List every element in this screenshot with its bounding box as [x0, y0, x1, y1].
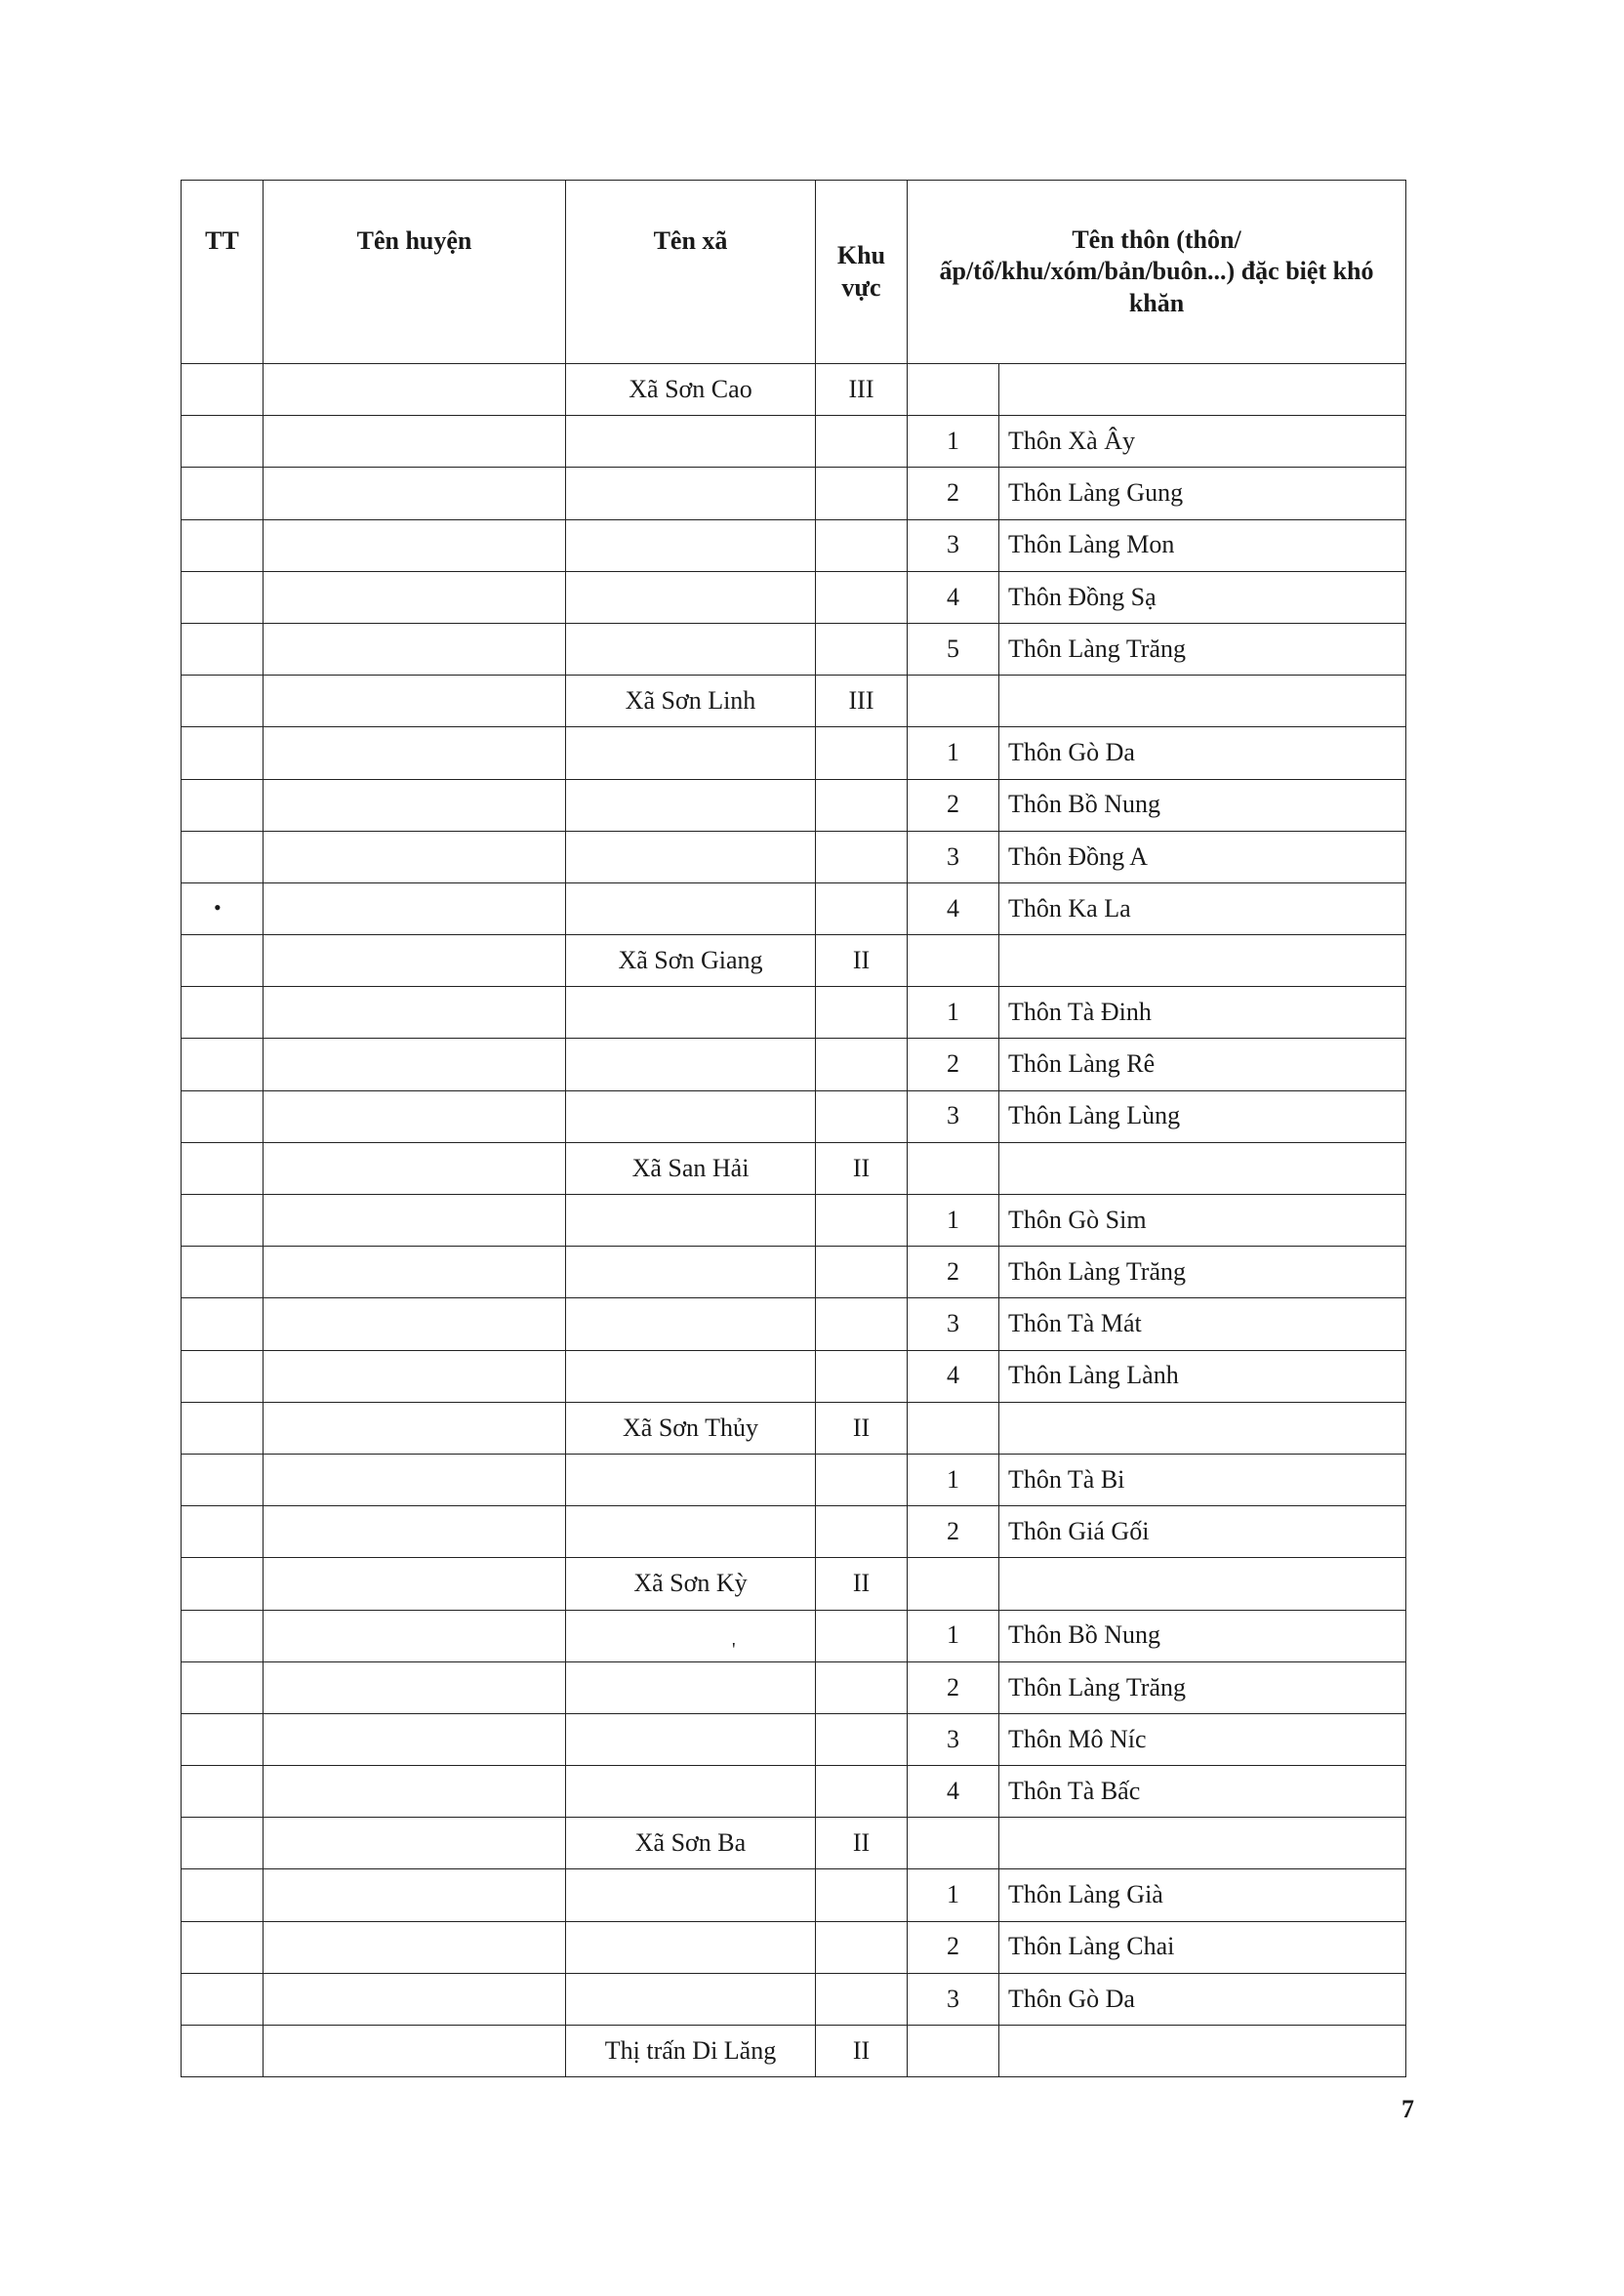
commune-cell	[566, 1713, 816, 1765]
table-header-row	[182, 181, 1406, 364]
table-row	[182, 623, 1406, 675]
village-number-cell: 3	[908, 1090, 999, 1142]
tt-cell	[182, 1454, 264, 1505]
tt-cell	[182, 1195, 264, 1247]
area-cell: II	[816, 1142, 908, 1194]
district-cell	[264, 1713, 566, 1765]
tt-cell	[182, 1661, 264, 1713]
district-cell	[264, 1402, 566, 1454]
district-cell	[264, 727, 566, 779]
village-number-cell: 5	[908, 623, 999, 675]
table-row	[182, 468, 1406, 519]
table-row	[182, 1661, 1406, 1713]
commune-cell: Xã Sơn Kỳ	[566, 1558, 816, 1610]
table-row	[182, 1298, 1406, 1350]
village-name-cell: Thôn Tà Mát	[999, 1298, 1406, 1350]
tt-cell	[182, 882, 264, 934]
district-cell	[264, 2026, 566, 2077]
district-cell	[264, 779, 566, 831]
commune-cell	[566, 1247, 816, 1298]
village-number-cell: 3	[908, 1298, 999, 1350]
table-row	[182, 1247, 1406, 1298]
village-number-cell: 2	[908, 1921, 999, 1973]
tt-cell	[182, 416, 264, 468]
commune-cell	[566, 1973, 816, 2025]
commune-cell: Xã Sơn Ba	[566, 1818, 816, 1869]
district-cell	[264, 676, 566, 727]
village-number-cell: 1	[908, 1454, 999, 1505]
tt-cell	[182, 1350, 264, 1402]
table-row	[182, 1506, 1406, 1558]
village-number-cell: 2	[908, 1247, 999, 1298]
table-row	[182, 1921, 1406, 1973]
village-name-cell: Thôn Làng Lành	[999, 1350, 1406, 1402]
commune-cell	[566, 1766, 816, 1818]
commune-cell	[566, 1454, 816, 1505]
tt-cell	[182, 935, 264, 987]
district-cell	[264, 416, 566, 468]
area-cell: II	[816, 1558, 908, 1610]
tt-cell	[182, 1869, 264, 1921]
table-row	[182, 1973, 1406, 2025]
tt-cell	[182, 987, 264, 1039]
village-name-cell: Thôn Bồ Nung	[999, 1610, 1406, 1661]
commune-cell	[566, 1506, 816, 1558]
commune-cell	[566, 1039, 816, 1090]
district-cell	[264, 987, 566, 1039]
area-cell	[816, 623, 908, 675]
commune-cell	[566, 1350, 816, 1402]
table-row	[182, 1142, 1406, 1194]
area-cell	[816, 1454, 908, 1505]
area-cell	[816, 882, 908, 934]
commune-cell	[566, 831, 816, 882]
village-number-cell	[908, 676, 999, 727]
tt-cell	[182, 1558, 264, 1610]
table-body	[182, 364, 1406, 2077]
village-number-cell: 3	[908, 831, 999, 882]
village-name-cell: Thôn Làng Gung	[999, 468, 1406, 519]
tt-cell	[182, 676, 264, 727]
tt-cell	[182, 1402, 264, 1454]
village-number-cell	[908, 1402, 999, 1454]
commune-cell	[566, 416, 816, 468]
district-cell	[264, 571, 566, 623]
village-name-cell	[999, 1818, 1406, 1869]
district-cell	[264, 468, 566, 519]
village-name-cell: Thôn Làng Chai	[999, 1921, 1406, 1973]
table-row	[182, 519, 1406, 571]
tt-cell	[182, 1506, 264, 1558]
village-name-cell: Thôn Ka La	[999, 882, 1406, 934]
area-cell	[816, 1039, 908, 1090]
page-number: 7	[1401, 2095, 1414, 2123]
table-row	[182, 1869, 1406, 1921]
village-name-cell: Thôn Làng Mon	[999, 519, 1406, 571]
commune-cell: Xã San Hải	[566, 1142, 816, 1194]
area-cell	[816, 1247, 908, 1298]
area-cell	[816, 831, 908, 882]
area-cell	[816, 779, 908, 831]
village-name-cell	[999, 935, 1406, 987]
village-name-cell	[999, 1142, 1406, 1194]
district-cell	[264, 1454, 566, 1505]
village-number-cell: 1	[908, 987, 999, 1039]
village-number-cell: 1	[908, 416, 999, 468]
tt-cell	[182, 519, 264, 571]
commune-cell	[566, 1298, 816, 1350]
commune-cell	[566, 1921, 816, 1973]
area-cell: II	[816, 935, 908, 987]
table-row	[182, 2026, 1406, 2077]
table-row	[182, 1766, 1406, 1818]
tt-cell	[182, 1090, 264, 1142]
commune-cell	[566, 1661, 816, 1713]
tt-cell	[182, 571, 264, 623]
table-row	[182, 364, 1406, 416]
table-row	[182, 935, 1406, 987]
tt-cell	[182, 1298, 264, 1350]
village-name-cell: Thôn Làng Rê	[999, 1039, 1406, 1090]
village-name-cell: Thôn Làng Trăng	[999, 1661, 1406, 1713]
tt-cell	[182, 1713, 264, 1765]
area-cell	[816, 987, 908, 1039]
village-number-cell: 3	[908, 1713, 999, 1765]
table-row	[182, 1454, 1406, 1505]
district-cell	[264, 1818, 566, 1869]
district-cell	[264, 1661, 566, 1713]
district-cell	[264, 1142, 566, 1194]
table-row	[182, 1610, 1406, 1661]
tt-cell	[182, 1142, 264, 1194]
area-cell: II	[816, 1818, 908, 1869]
area-cell	[816, 1766, 908, 1818]
village-name-cell: Thôn Làng Già	[999, 1869, 1406, 1921]
district-cell	[264, 831, 566, 882]
commune-cell	[566, 1090, 816, 1142]
tt-cell	[182, 1039, 264, 1090]
district-cell	[264, 1039, 566, 1090]
district-cell	[264, 1195, 566, 1247]
village-number-cell	[908, 1818, 999, 1869]
district-cell	[264, 882, 566, 934]
area-cell	[816, 1610, 908, 1661]
village-name-cell	[999, 364, 1406, 416]
village-name-cell	[999, 2026, 1406, 2077]
tt-cell	[182, 831, 264, 882]
table-row	[182, 571, 1406, 623]
area-cell	[816, 1298, 908, 1350]
district-cell	[264, 1247, 566, 1298]
area-cell	[816, 1195, 908, 1247]
table-row	[182, 779, 1406, 831]
village-number-cell	[908, 2026, 999, 2077]
tt-cell	[182, 364, 264, 416]
village-name-cell: Thôn Đồng Sạ	[999, 571, 1406, 623]
area-cell: II	[816, 1402, 908, 1454]
area-cell	[816, 468, 908, 519]
header-area: Khu vực	[816, 181, 908, 364]
commune-cell	[566, 468, 816, 519]
district-cell	[264, 519, 566, 571]
village-number-cell: 4	[908, 1350, 999, 1402]
village-name-cell: Thôn Gò Da	[999, 1973, 1406, 2025]
village-name-cell: Thôn Xà Ây	[999, 416, 1406, 468]
district-cell	[264, 935, 566, 987]
village-number-cell: 1	[908, 727, 999, 779]
district-cell	[264, 623, 566, 675]
village-name-cell: Thôn Gò Sim	[999, 1195, 1406, 1247]
village-number-cell: 2	[908, 779, 999, 831]
commune-cell: Xã Sơn Giang	[566, 935, 816, 987]
village-name-cell	[999, 1402, 1406, 1454]
area-cell	[816, 1350, 908, 1402]
district-cell	[264, 1298, 566, 1350]
header-district: Tên huyện	[264, 181, 566, 364]
village-name-cell: Thôn Tà Bấc	[999, 1766, 1406, 1818]
tt-cell	[182, 623, 264, 675]
district-cell	[264, 1766, 566, 1818]
village-number-cell: 1	[908, 1195, 999, 1247]
area-cell: II	[816, 2026, 908, 2077]
tt-cell	[182, 468, 264, 519]
table-row	[182, 1558, 1406, 1610]
area-cell: III	[816, 364, 908, 416]
table-row	[182, 1039, 1406, 1090]
commune-cell	[566, 1195, 816, 1247]
area-cell: III	[816, 676, 908, 727]
commune-cell: Thị trấn Di Lăng	[566, 2026, 816, 2077]
village-name-cell: Thôn Đồng A	[999, 831, 1406, 882]
village-name-cell: Thôn Giá Gối	[999, 1506, 1406, 1558]
table-row	[182, 1195, 1406, 1247]
header-village: Tên thôn (thôn/ấp/tổ/khu/xóm/bản/buôn...) đặc biệt khó khăn	[908, 181, 1406, 364]
district-cell	[264, 1869, 566, 1921]
village-number-cell	[908, 364, 999, 416]
tt-cell	[182, 779, 264, 831]
area-cell	[816, 1869, 908, 1921]
commune-cell	[566, 519, 816, 571]
header-commune: Tên xã	[566, 181, 816, 364]
area-cell	[816, 519, 908, 571]
village-number-cell: 1	[908, 1869, 999, 1921]
area-cell	[816, 727, 908, 779]
table-row	[182, 1713, 1406, 1765]
village-name-cell: Thôn Mô Níc	[999, 1713, 1406, 1765]
table-row	[182, 987, 1406, 1039]
village-name-cell: Thôn Gò Da	[999, 727, 1406, 779]
district-cell	[264, 1973, 566, 2025]
area-cell	[816, 1973, 908, 2025]
tt-cell	[182, 1766, 264, 1818]
commune-cell	[566, 1610, 816, 1661]
village-name-cell	[999, 676, 1406, 727]
district-cell	[264, 364, 566, 416]
commune-cell	[566, 779, 816, 831]
village-name-cell: Thôn Tà Bi	[999, 1454, 1406, 1505]
district-cell	[264, 1558, 566, 1610]
village-number-cell: 3	[908, 519, 999, 571]
village-number-cell: 2	[908, 468, 999, 519]
village-number-cell: 3	[908, 1973, 999, 2025]
district-cell	[264, 1090, 566, 1142]
area-cell	[816, 1921, 908, 1973]
village-number-cell: 4	[908, 882, 999, 934]
village-name-cell: Thôn Bồ Nung	[999, 779, 1406, 831]
village-number-cell: 4	[908, 1766, 999, 1818]
table-row	[182, 831, 1406, 882]
area-cell	[816, 1506, 908, 1558]
table-row	[182, 882, 1406, 934]
table-row	[182, 727, 1406, 779]
commune-cell	[566, 727, 816, 779]
header-tt: TT	[182, 181, 264, 364]
village-number-cell: 1	[908, 1610, 999, 1661]
commune-cell: Xã Sơn Linh	[566, 676, 816, 727]
area-cell	[816, 571, 908, 623]
commune-cell	[566, 1869, 816, 1921]
village-number-cell: 2	[908, 1039, 999, 1090]
village-number-cell: 2	[908, 1661, 999, 1713]
district-cell	[264, 1610, 566, 1661]
village-name-cell: Thôn Làng Trăng	[999, 1247, 1406, 1298]
tt-cell	[182, 1921, 264, 1973]
commune-cell	[566, 571, 816, 623]
commune-cell	[566, 623, 816, 675]
table-row	[182, 676, 1406, 727]
village-number-cell	[908, 935, 999, 987]
area-cell	[816, 1713, 908, 1765]
table-row	[182, 416, 1406, 468]
tick-mark: '	[732, 1639, 736, 1660]
commune-cell	[566, 987, 816, 1039]
district-cell	[264, 1921, 566, 1973]
commune-cell	[566, 882, 816, 934]
commune-cell: Xã Sơn Cao	[566, 364, 816, 416]
village-number-cell	[908, 1142, 999, 1194]
area-cell	[816, 416, 908, 468]
tt-cell	[182, 727, 264, 779]
villages-table	[181, 180, 1406, 2077]
village-name-cell: Thôn Làng Trăng	[999, 623, 1406, 675]
bullet-mark: •	[214, 895, 222, 920]
district-cell	[264, 1506, 566, 1558]
village-number-cell: 2	[908, 1506, 999, 1558]
tt-cell	[182, 1247, 264, 1298]
tt-cell	[182, 1973, 264, 2025]
district-cell	[264, 1350, 566, 1402]
village-name-cell	[999, 1558, 1406, 1610]
tt-cell	[182, 2026, 264, 2077]
table-row	[182, 1090, 1406, 1142]
table-row	[182, 1402, 1406, 1454]
table-row	[182, 1350, 1406, 1402]
village-number-cell	[908, 1558, 999, 1610]
tt-cell	[182, 1610, 264, 1661]
village-name-cell: Thôn Tà Đinh	[999, 987, 1406, 1039]
area-cell	[816, 1090, 908, 1142]
table-row	[182, 1818, 1406, 1869]
village-number-cell: 4	[908, 571, 999, 623]
area-cell	[816, 1661, 908, 1713]
commune-cell: Xã Sơn Thủy	[566, 1402, 816, 1454]
tt-cell	[182, 1818, 264, 1869]
village-name-cell: Thôn Làng Lùng	[999, 1090, 1406, 1142]
